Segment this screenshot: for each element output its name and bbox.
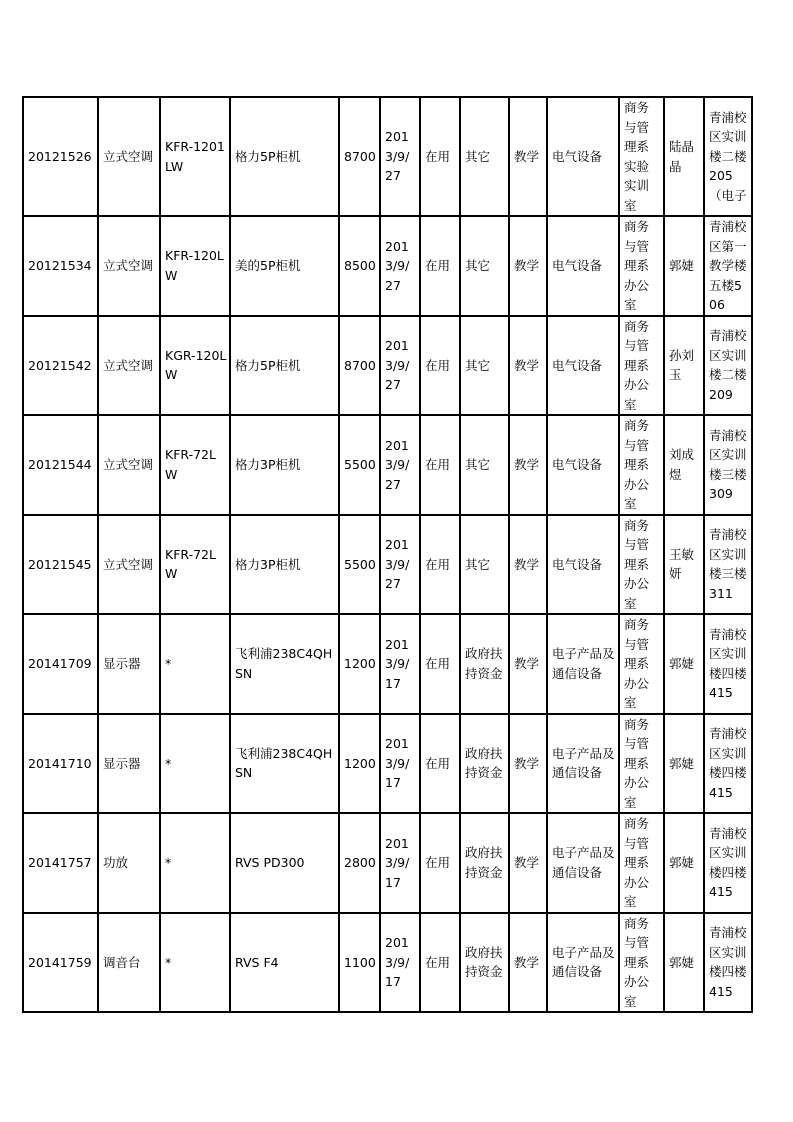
category-cell: 立式空调 [98,216,160,316]
keeper-cell: 郭婕 [664,913,704,1013]
location-cell: 青浦校区实训楼三楼311 [704,515,752,615]
asset-name-cell: 飞利浦238C4QHSN [230,714,339,814]
asset-name-cell: 飞利浦238C4QHSN [230,614,339,714]
table-row [23,515,752,615]
category-cell: 调音台 [98,913,160,1013]
purchase-date-cell: 2013/9/17 [380,813,420,913]
funding-source-cell: 其它 [460,515,509,615]
table-body [23,97,752,1012]
table-row [23,614,752,714]
price-cell: 8500 [339,216,380,316]
department-cell: 商务与管理系办公室 [619,913,664,1013]
usage-cell: 教学 [509,614,547,714]
table-row [23,913,752,1013]
department-cell: 商务与管理系实验实训室 [619,97,664,216]
model-cell: KFR-1201LW [160,97,230,216]
price-cell: 1100 [339,913,380,1013]
asset-id-cell: 20141709 [23,614,98,714]
status-cell: 在用 [420,216,460,316]
asset-class-cell: 电气设备 [547,415,619,515]
model-cell: KFR-72LW [160,415,230,515]
usage-cell: 教学 [509,316,547,416]
asset-id-cell: 20121545 [23,515,98,615]
category-cell: 显示器 [98,714,160,814]
price-cell: 5500 [339,415,380,515]
asset-class-cell: 电气设备 [547,97,619,216]
model-cell: KFR-120LW [160,216,230,316]
status-cell: 在用 [420,515,460,615]
asset-class-cell: 电子产品及通信设备 [547,813,619,913]
department-cell: 商务与管理系办公室 [619,415,664,515]
model-cell: * [160,614,230,714]
category-cell: 功放 [98,813,160,913]
asset-name-cell: 格力3P柜机 [230,415,339,515]
location-cell: 青浦校区实训楼二楼209 [704,316,752,416]
keeper-cell: 刘成煜 [664,415,704,515]
status-cell: 在用 [420,813,460,913]
usage-cell: 教学 [509,216,547,316]
purchase-date-cell: 2013/9/17 [380,614,420,714]
table-row [23,97,752,216]
asset-name-cell: 格力3P柜机 [230,515,339,615]
purchase-date-cell: 2013/9/27 [380,216,420,316]
category-cell: 立式空调 [98,316,160,416]
funding-source-cell: 政府扶持资金 [460,614,509,714]
purchase-date-cell: 2013/9/27 [380,515,420,615]
price-cell: 2800 [339,813,380,913]
model-cell: KFR-72LW [160,515,230,615]
status-cell: 在用 [420,415,460,515]
category-cell: 立式空调 [98,515,160,615]
asset-class-cell: 电子产品及通信设备 [547,913,619,1013]
keeper-cell: 陆晶晶 [664,97,704,216]
department-cell: 商务与管理系办公室 [619,813,664,913]
asset-name-cell: 美的5P柜机 [230,216,339,316]
asset-name-cell: RVS F4 [230,913,339,1013]
keeper-cell: 孙刘玉 [664,316,704,416]
asset-id-cell: 20121526 [23,97,98,216]
table-row [23,216,752,316]
asset-name-cell: RVS PD300 [230,813,339,913]
location-cell: 青浦校区第一教学楼五楼506 [704,216,752,316]
category-cell: 立式空调 [98,415,160,515]
table-row [23,813,752,913]
purchase-date-cell: 2013/9/27 [380,97,420,216]
department-cell: 商务与管理系办公室 [619,515,664,615]
asset-id-cell: 20141710 [23,714,98,814]
usage-cell: 教学 [509,515,547,615]
asset-class-cell: 电气设备 [547,515,619,615]
asset-class-cell: 电气设备 [547,216,619,316]
purchase-date-cell: 2013/9/17 [380,714,420,814]
funding-source-cell: 政府扶持资金 [460,913,509,1013]
price-cell: 5500 [339,515,380,615]
funding-source-cell: 其它 [460,216,509,316]
price-cell: 1200 [339,714,380,814]
usage-cell: 教学 [509,913,547,1013]
asset-class-cell: 电子产品及通信设备 [547,714,619,814]
purchase-date-cell: 2013/9/27 [380,316,420,416]
asset-name-cell: 格力5P柜机 [230,316,339,416]
status-cell: 在用 [420,714,460,814]
asset-id-cell: 20141757 [23,813,98,913]
purchase-date-cell: 2013/9/17 [380,913,420,1013]
funding-source-cell: 其它 [460,316,509,416]
model-cell: * [160,913,230,1013]
usage-cell: 教学 [509,97,547,216]
table-row [23,316,752,416]
asset-id-cell: 20121542 [23,316,98,416]
category-cell: 显示器 [98,614,160,714]
asset-class-cell: 电气设备 [547,316,619,416]
category-cell: 立式空调 [98,97,160,216]
funding-source-cell: 政府扶持资金 [460,813,509,913]
usage-cell: 教学 [509,813,547,913]
location-cell: 青浦校区实训楼四楼415 [704,813,752,913]
asset-id-cell: 20121534 [23,216,98,316]
location-cell: 青浦校区实训楼三楼309 [704,415,752,515]
model-cell: * [160,813,230,913]
status-cell: 在用 [420,97,460,216]
department-cell: 商务与管理系办公室 [619,216,664,316]
location-cell: 青浦校区实训楼四楼415 [704,913,752,1013]
keeper-cell: 郭婕 [664,813,704,913]
usage-cell: 教学 [509,714,547,814]
price-cell: 1200 [339,614,380,714]
price-cell: 8700 [339,97,380,216]
department-cell: 商务与管理系办公室 [619,614,664,714]
asset-id-cell: 20141759 [23,913,98,1013]
location-cell: 青浦校区实训楼四楼415 [704,714,752,814]
purchase-date-cell: 2013/9/27 [380,415,420,515]
usage-cell: 教学 [509,415,547,515]
keeper-cell: 郭婕 [664,614,704,714]
keeper-cell: 郭婕 [664,714,704,814]
funding-source-cell: 其它 [460,415,509,515]
location-cell: 青浦校区实训楼二楼205（电子 [704,97,752,216]
location-cell: 青浦校区实训楼四楼415 [704,614,752,714]
department-cell: 商务与管理系办公室 [619,316,664,416]
keeper-cell: 王敏妍 [664,515,704,615]
asset-table [22,96,753,1013]
status-cell: 在用 [420,913,460,1013]
keeper-cell: 郭婕 [664,216,704,316]
status-cell: 在用 [420,614,460,714]
price-cell: 8700 [339,316,380,416]
table-row [23,714,752,814]
model-cell: * [160,714,230,814]
department-cell: 商务与管理系办公室 [619,714,664,814]
table-row [23,415,752,515]
asset-name-cell: 格力5P柜机 [230,97,339,216]
asset-class-cell: 电子产品及通信设备 [547,614,619,714]
model-cell: KGR-120LW [160,316,230,416]
funding-source-cell: 其它 [460,97,509,216]
status-cell: 在用 [420,316,460,416]
asset-id-cell: 20121544 [23,415,98,515]
funding-source-cell: 政府扶持资金 [460,714,509,814]
